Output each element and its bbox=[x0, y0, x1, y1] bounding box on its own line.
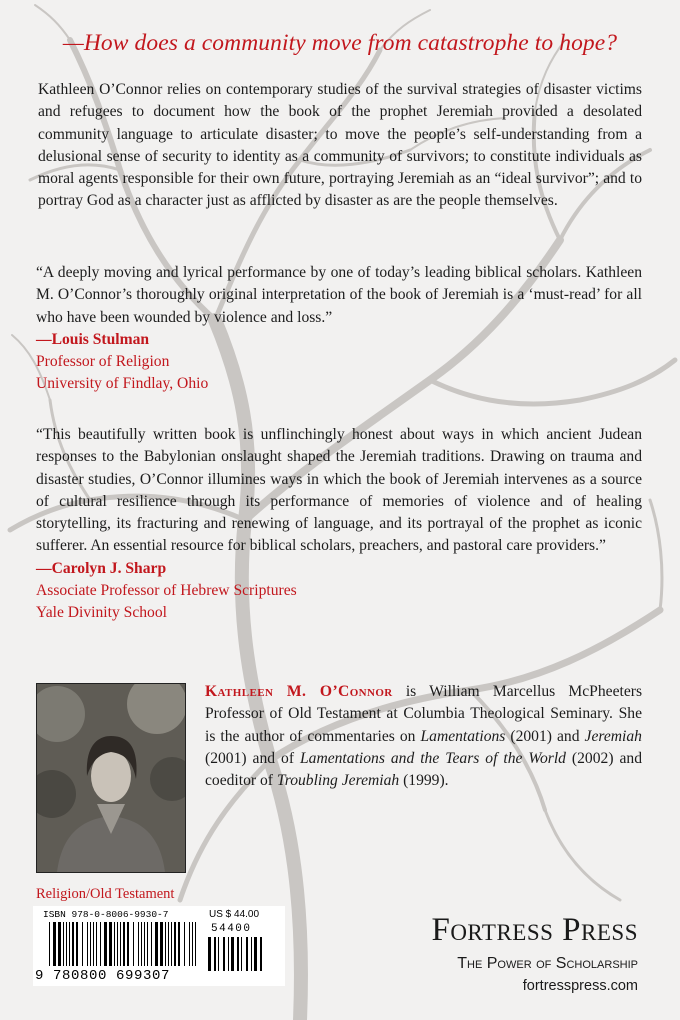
barcode-bar bbox=[184, 922, 185, 966]
price-label: US $ 44.00 bbox=[209, 909, 260, 920]
ean-barcode-bars bbox=[49, 922, 199, 966]
barcode-bar bbox=[151, 922, 152, 966]
endorsement-1 bbox=[36, 262, 642, 396]
endorser-title: Associate Professor of Hebrew Scriptures bbox=[36, 582, 297, 600]
publisher-tagline: The Power of Scholarship bbox=[457, 955, 638, 972]
barcode-bar bbox=[63, 922, 64, 966]
isbn-label: ISBN 978-0-8006-9930-7 bbox=[43, 909, 169, 920]
barcode-bar bbox=[117, 922, 118, 966]
barcode-bar bbox=[147, 922, 148, 966]
book-description: Kathleen O’Connor relies on contemporary studies of the survival strategies of disaster victims and refugees to document how the book of the prophet Jeremiah provided a desolated community language to articulate disaster; to move the people’s self-understanding from a delusional sense of security to identity as a community of survivors; to constitute individuals as moral agents responsible for their own future, portraying Jeremiah as an “ideal survivor”; and to portray God as a character just as afflicted by disaster as are the people themselves. bbox=[38, 81, 642, 210]
author-photo bbox=[36, 683, 186, 873]
barcode-bar bbox=[109, 922, 112, 966]
barcode-bar bbox=[178, 922, 180, 966]
barcode-bar bbox=[241, 937, 242, 971]
barcode-bar bbox=[208, 937, 211, 971]
work-title: Lamentations and the Tears of the World bbox=[299, 749, 566, 767]
endorser-name: —Carolyn J. Sharp bbox=[36, 559, 167, 577]
endorsement-2 bbox=[36, 424, 642, 625]
bio-text: is William Marcellus McPheeters Professor of Old Testament at Columbia Theological Seminary. She is the author of commentaries on bbox=[205, 683, 643, 745]
barcode-bar bbox=[133, 922, 134, 966]
barcode-bar bbox=[90, 922, 91, 966]
barcode-bar bbox=[144, 922, 145, 966]
ean-digits: 9 780800 699307 bbox=[35, 968, 171, 984]
headline: —How does a community move from catastrophe to hope? bbox=[62, 30, 618, 56]
barcode-bar bbox=[251, 937, 252, 971]
barcode-bar bbox=[58, 922, 61, 966]
barcode-bar bbox=[93, 922, 94, 966]
barcode-bar bbox=[141, 922, 142, 966]
barcode-bar bbox=[104, 922, 107, 966]
barcode-bar bbox=[214, 937, 216, 971]
bio-text: (2002) and coeditor of bbox=[205, 749, 642, 790]
barcode-bar bbox=[174, 922, 176, 966]
barcode-bar bbox=[120, 922, 121, 966]
barcode-bar bbox=[138, 922, 139, 966]
endorser-institution: University of Findlay, Ohio bbox=[36, 375, 209, 393]
barcode-bar bbox=[87, 922, 88, 966]
category-label: Religion/Old Testament bbox=[36, 886, 175, 902]
barcode-bar bbox=[155, 922, 158, 966]
barcode-bar bbox=[66, 922, 67, 966]
endorser-title: Professor of Religion bbox=[36, 353, 170, 371]
barcode-bar bbox=[76, 922, 78, 966]
barcode-bar bbox=[53, 922, 56, 966]
publisher-logo: Fortress Press bbox=[431, 912, 638, 948]
work-title: Troubling Jeremiah bbox=[276, 772, 400, 790]
price-code: 54400 bbox=[211, 923, 252, 935]
barcode-bar bbox=[171, 922, 172, 966]
barcode-bar bbox=[223, 937, 225, 971]
barcode-bar bbox=[168, 922, 169, 966]
endorser-name: —Louis Stulman bbox=[36, 330, 150, 348]
barcode bbox=[33, 906, 285, 986]
author-name: Kathleen M. O’Connor bbox=[205, 683, 393, 700]
barcode-bar bbox=[82, 922, 83, 966]
endorsement-quote: “This beautifully written book is unflinchingly honest about ways in which ancient Judean responses to the Babylonian onslaught shaped the Jeremiah traditions. Drawing on trauma and disaster studies, O’Connor illumines ways in which the book of Jeremiah intervenes as a source of cultural resilience through its performance of memories of violence and of healing storytelling, its fracturing and renewing of language, and its portrayal of the prophet as iconic sufferer. An essential resource for biblical scholars, preachers, and pastoral care providers.” bbox=[36, 426, 642, 555]
barcode-bar bbox=[237, 937, 239, 971]
endorsement-quote: “A deeply moving and lyrical performance by one of today’s leading biblical scholars. Kathleen M. O’Connor’s thoroughly original interpretation of the book of Jeremiah is a ‘must-read’ for all who have been wounded by violence and loss.” bbox=[36, 264, 642, 326]
barcode-bar bbox=[231, 937, 234, 971]
price-barcode-bars bbox=[208, 937, 268, 971]
barcode-bar bbox=[189, 922, 190, 966]
barcode-bar bbox=[69, 922, 70, 966]
barcode-bar bbox=[127, 922, 129, 966]
endorser-institution: Yale Divinity School bbox=[36, 604, 167, 622]
barcode-bar bbox=[165, 922, 166, 966]
bio-text: (2001) and bbox=[505, 727, 585, 745]
bio-text: (1999). bbox=[399, 772, 449, 790]
publisher-website: fortresspress.com bbox=[522, 978, 638, 994]
barcode-bar bbox=[96, 922, 97, 966]
barcode-bar bbox=[260, 937, 262, 971]
work-title: Lamentations bbox=[420, 727, 506, 745]
barcode-bar bbox=[100, 922, 101, 966]
barcode-bar bbox=[246, 937, 248, 971]
barcode-bar bbox=[195, 922, 196, 966]
author-portrait-illustration bbox=[37, 684, 185, 872]
author-bio bbox=[205, 681, 642, 792]
barcode-bar bbox=[218, 937, 219, 971]
barcode-bar bbox=[114, 922, 115, 966]
barcode-bar bbox=[49, 922, 50, 966]
barcode-bar bbox=[123, 922, 125, 966]
barcode-bar bbox=[254, 937, 257, 971]
barcode-bar bbox=[72, 922, 74, 966]
barcode-bar bbox=[160, 922, 163, 966]
bio-text: (2001) and of bbox=[205, 749, 300, 767]
work-title: Jeremiah bbox=[584, 727, 642, 745]
barcode-bar bbox=[192, 922, 193, 966]
barcode-bar bbox=[228, 937, 229, 971]
